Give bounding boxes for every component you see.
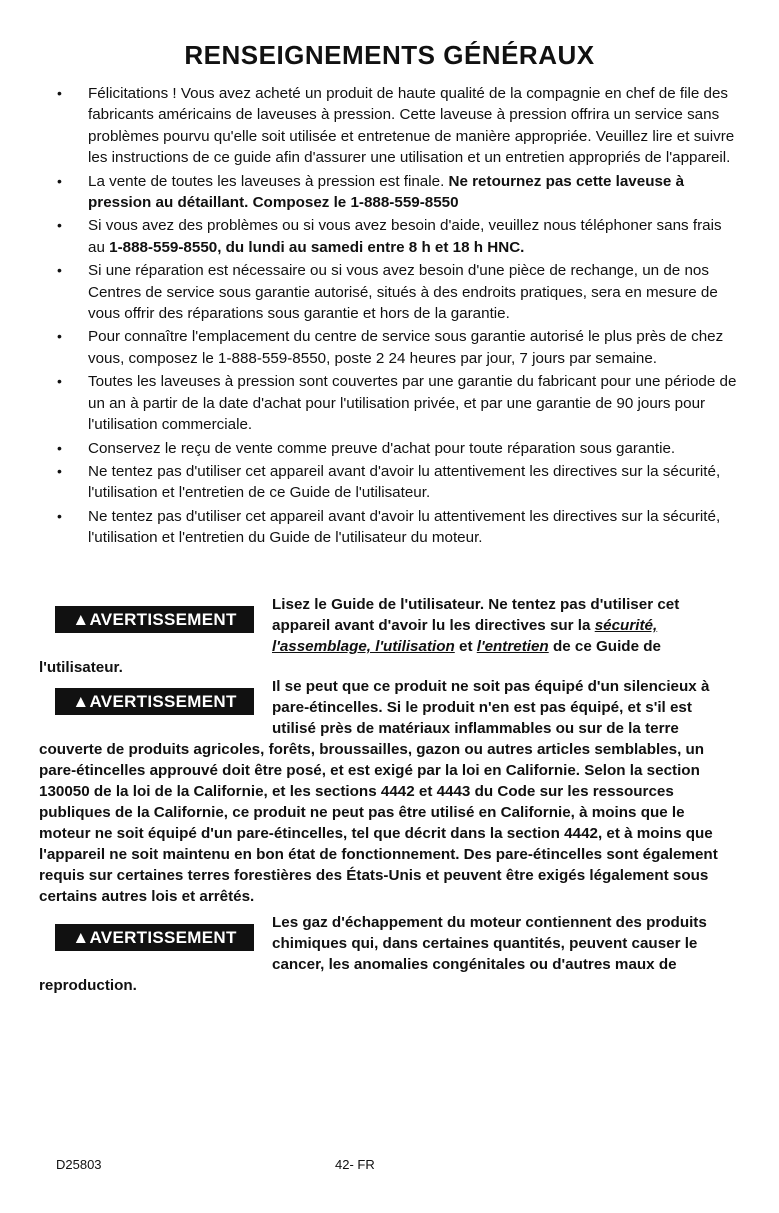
page-title: RENSEIGNEMENTS GÉNÉRAUX [184,40,595,70]
bullet-text: Si une réparation est nécessaire ou si vous avez besoin d'une pièce de rechange, un de nos Centres de service sous garantie autorisé, situés à des endroits pratiques, sera en mesure de vous offrir des réparations sous garantie et hors de la garantie. [88,262,718,323]
bullet-dot-icon: • [57,373,62,390]
warning-text: Les gaz d'échappement du moteur contiennent des produits chimiques qui, dans certaines quantités, peuvent causer le cancer, les anomalies congénitales ou d'autres maux de reproduction. [39,914,707,994]
warning-underlined-text: l'entretien [476,638,549,655]
info-bullet-list [40,83,740,551]
document-code: D25803 [56,1157,102,1172]
bullet-item [40,171,740,214]
bullet-text: Ne tentez pas d'utiliser cet appareil avant d'avoir lu attentivement les directives sur la sécurité, l'utilisation et l'entretien de ce Guide de l'utilisateur. [88,462,721,502]
bullet-text: Conservez le reçu de vente comme preuve d'achat pour toute réparation sous garantie. [88,439,676,457]
bullet-item [40,326,740,369]
bullet-dot-icon: • [57,262,62,279]
bullet-text: Si vous avez des problèmes ou si vous avez besoin d'aide, veuillez nous téléphoner sans frais au [88,217,722,256]
warning-badge: ▲AVERTISSEMENT [55,606,254,633]
warning-block-exhaust [39,912,739,996]
bullet-dot-icon: • [57,217,62,234]
bullet-bold-text: 1-888-559-8550, du lundi au samedi entre 8 h et 18 h HNC. [109,238,525,256]
warning-text: et [454,638,477,655]
warning-badge: ▲AVERTISSEMENT [55,688,254,715]
warning-underlined-text: l'assemblage, l'utilisation [272,638,455,655]
bullet-dot-icon: • [57,462,62,479]
bullet-item [40,371,740,435]
bullet-item [40,215,740,258]
bullet-text: La vente de toutes les laveuses à pression est finale. [88,172,449,190]
bullet-item [40,260,740,324]
bullet-item [40,438,740,459]
warning-text: de ce Guide de l'utilisateur. [39,638,661,676]
warning-underlined-text: sécurité, [594,617,658,634]
bullet-text: Pour connaître l'emplacement du centre de service sous garantie autorisé le plus près de chez vous, composez le 1-888-559-8550, poste 2 24 heures par jour, 7 jours par semaine. [88,328,724,367]
bullet-bold-text: Ne retournez pas cette laveuse à pression au détaillant. Composez le 1-888-559-8550 [88,172,685,212]
bullet-text: Félicitations ! Vous avez acheté un produit de haute qualité de la compagnie en chef de file des fabricants américains de laveuses à pression. Cette laveuse à pression offrira un service sans problèmes pourvu qu'elle soit utilisée et entretenue de manière appropriée. Veuillez lire et suivre les instructions de ce guide afin d'assurer une utilisation et un entretien appropriés de l'appareil. [88,85,735,167]
bullet-dot-icon: • [57,172,62,189]
bullet-text: Toutes les laveuses à pression sont couvertes par une garantie du fabricant pour une période de un an à partir de la date d'achat pour l'utilisation privée, et par une garantie de 90 jours pour l'utilisation commerciale. [88,373,737,434]
warning-text: Il se peut que ce produit ne soit pas équipé d'un silencieux à pare-étincelles. Si le produit n'en est pas équipé, et s'il est utilisé près de matériaux inflammables ou sur de la terre couverte de produits agricoles, forêts, broussailles, gazon ou autres articles semblables, un pare-étincelles approuvé doit être posé, et est exigé par la loi en Californie. Selon la section 130050 de la loi de la Californie, et les sections 4442 et 4443 du Code sur les ressources publiques de la Californie, ce produit ne peut pas être utilisé en Californie, à moins que le moteur ne soit équipé d'un pare-étincelles, tel que décrit dans la section 4442, et à moins que l'appareil ne soit maintenu en bon état de fonctionnement. Des pare-étincelles sont également requis sur certaines terres forestières des États-Unis et peuvent être exigés légalement sous certains autres lois et arrêtés. [39,678,718,905]
warning-block-user-guide [39,594,739,678]
page-number: 42- FR [335,1157,375,1172]
warning-badge: ▲AVERTISSEMENT [55,924,254,951]
warning-block-spark-arrester [39,676,739,907]
bullet-dot-icon: • [57,507,62,524]
warning-text: Lisez le Guide de l'utilisateur. Ne tentez pas d'utiliser cet appareil avant d'avoir lu les directives sur la [272,596,680,634]
bullet-text: Ne tentez pas d'utiliser cet appareil avant d'avoir lu attentivement les directives sur la sécurité, l'utilisation et l'entretien du Guide de l'utilisateur du moteur. [88,507,721,547]
bullet-dot-icon: • [57,439,62,456]
bullet-item [40,506,740,549]
bullet-item [40,461,740,504]
bullet-dot-icon: • [57,328,62,345]
bullet-dot-icon: • [57,85,62,101]
bullet-item [40,83,740,169]
